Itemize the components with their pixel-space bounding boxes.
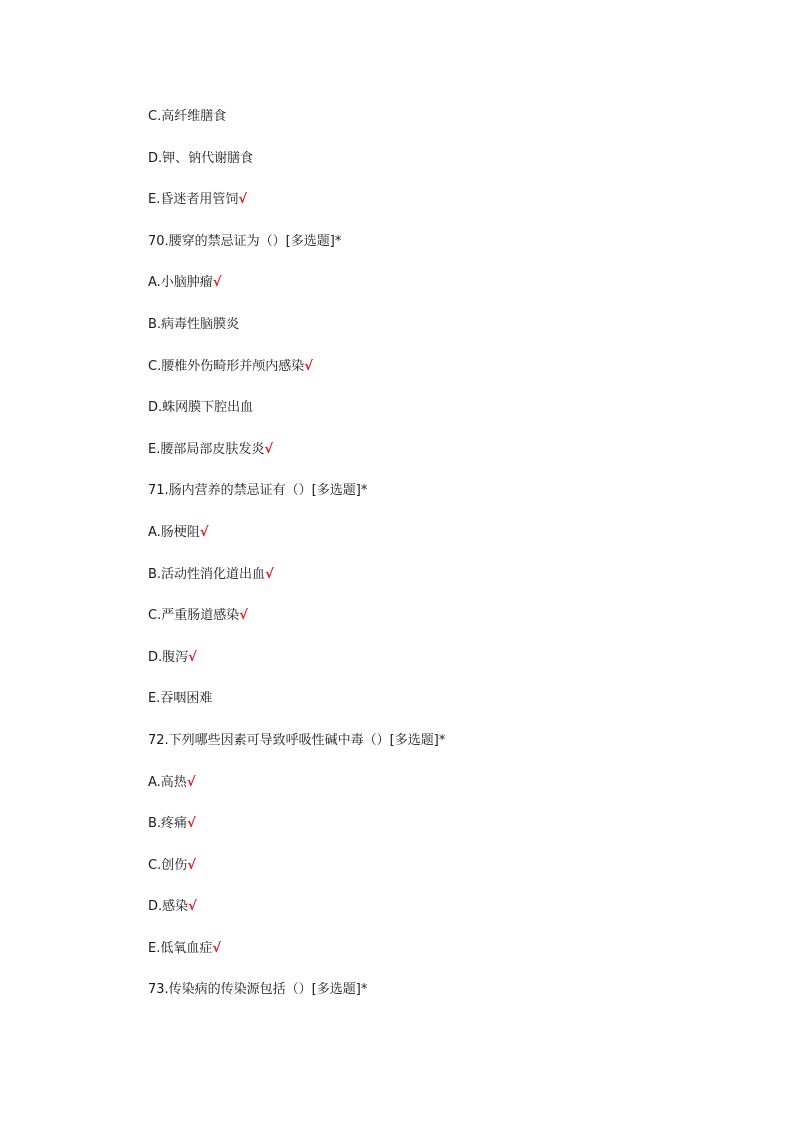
option-text: E.昏迷者用管饲	[148, 192, 239, 208]
correct-checkmark-icon: √	[238, 192, 248, 208]
correct-checkmark-icon: √	[212, 275, 222, 291]
question-stem	[148, 232, 748, 274]
answer-option	[148, 398, 748, 440]
correct-checkmark-icon: √	[239, 608, 248, 624]
option-text: C.严重肠道感染	[148, 608, 240, 624]
question-text: 73.传染病的传染源包括（）[多选题]*	[148, 982, 368, 998]
option-text: B.病毒性脑膜炎	[148, 316, 240, 332]
correct-checkmark-icon: √	[265, 566, 274, 582]
correct-checkmark-icon: √	[188, 649, 197, 665]
option-text: C.创伤	[148, 857, 188, 873]
answer-option	[148, 814, 748, 856]
question-list	[148, 107, 748, 1022]
option-text: D.钾、钠代谢膳食	[148, 150, 254, 166]
option-text: D.感染	[148, 899, 189, 915]
option-text: E.腰部局部皮肤发炎	[148, 441, 265, 457]
correct-checkmark-icon: √	[188, 899, 197, 915]
answer-option	[148, 190, 748, 232]
correct-checkmark-icon: √	[187, 816, 196, 832]
option-text: B.活动性消化道出血	[148, 566, 266, 582]
question-text: 70.腰穿的禁忌证为（）[多选题]*	[148, 233, 342, 249]
option-text: E.吞咽困难	[148, 691, 213, 707]
option-text: A.高热	[148, 774, 187, 790]
correct-checkmark-icon: √	[264, 441, 274, 457]
option-text: D.腹泻	[148, 649, 189, 665]
correct-checkmark-icon: √	[199, 524, 209, 540]
option-text: C.高纤维膳食	[148, 109, 227, 124]
correct-checkmark-icon: √	[186, 774, 196, 790]
answer-option	[148, 897, 748, 939]
answer-option	[148, 565, 748, 607]
question-text: 72.下列哪些因素可导致呼吸性碱中毒（）[多选题]*	[148, 732, 446, 748]
option-text: C.腰椎外伤畸形并颅内感染	[148, 358, 305, 374]
answer-option	[148, 606, 748, 648]
option-text: D.蛛网膜下腔出血	[148, 400, 254, 416]
answer-option	[148, 856, 748, 898]
question-stem	[148, 481, 748, 523]
answer-option	[148, 107, 748, 149]
correct-checkmark-icon: √	[187, 857, 196, 873]
option-text: A.小脑肿瘤	[148, 275, 213, 291]
answer-option	[148, 440, 748, 482]
answer-option	[148, 273, 748, 315]
answer-option	[148, 523, 748, 565]
correct-checkmark-icon: √	[304, 358, 313, 374]
option-text: E.低氧血症	[148, 940, 213, 956]
option-text: A.肠梗阻	[148, 524, 200, 540]
answer-option	[148, 939, 748, 981]
question-text: 71.肠内营养的禁忌证有（）[多选题]*	[148, 483, 368, 499]
answer-option	[148, 357, 748, 399]
answer-option	[148, 773, 748, 815]
answer-option	[148, 689, 748, 731]
question-stem	[148, 980, 748, 1022]
correct-checkmark-icon: √	[212, 940, 222, 956]
question-stem	[148, 731, 748, 773]
option-text: B.疼痛	[148, 816, 188, 832]
answer-option	[148, 149, 748, 191]
answer-option	[148, 315, 748, 357]
answer-option	[148, 648, 748, 690]
